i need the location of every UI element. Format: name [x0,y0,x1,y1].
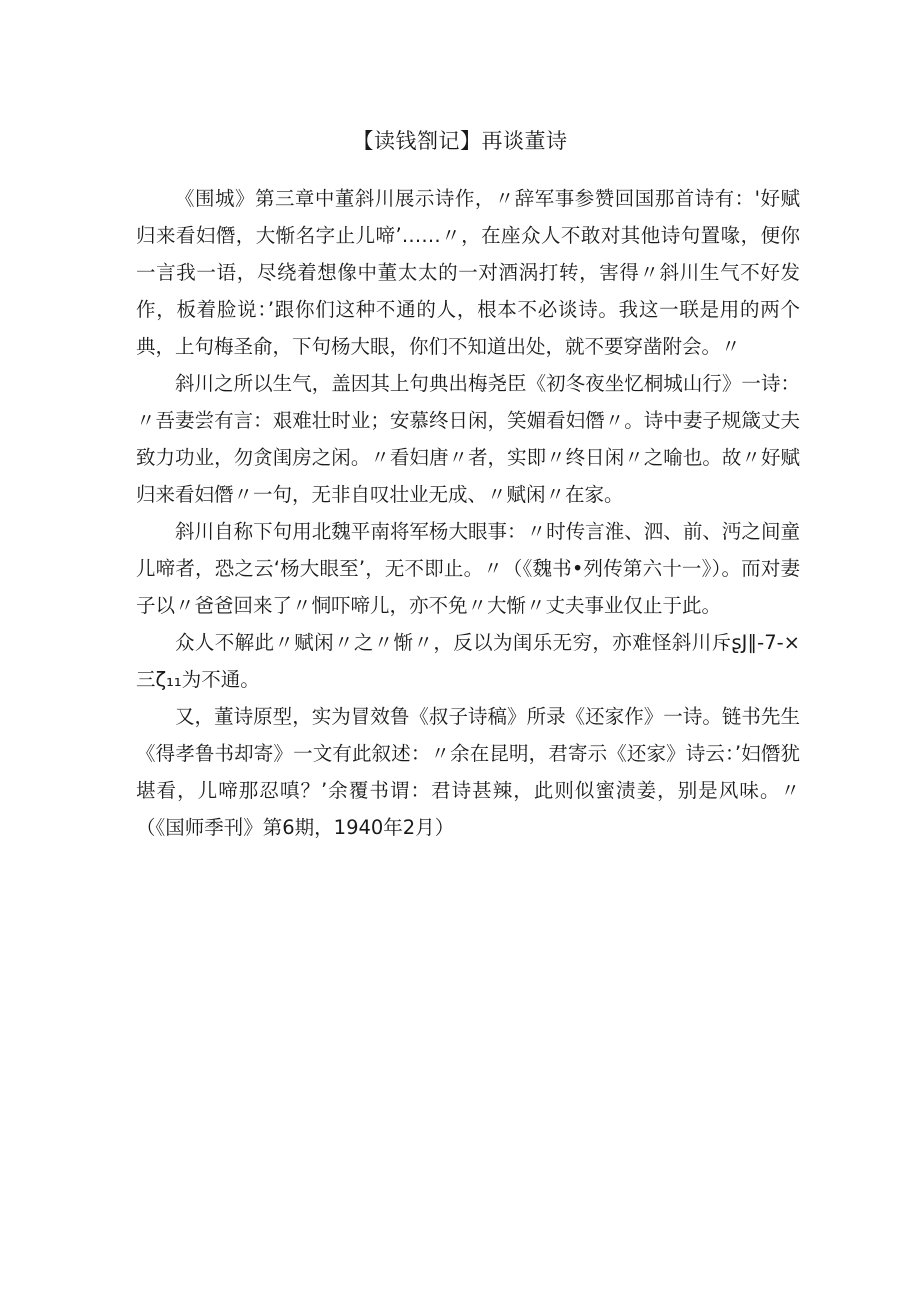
paragraph: 《围城》第三章中董斜川展示诗作，〃辞军事参赞回国那首诗有：'好赋归来看妇僭，大惭名字止儿啼’……〃，在座众人不敢对其他诗句置喙，便你一言我一语，尽绕着想像中董太太的一对酒涡打转，害得〃斜川生气不好发作，板着脸说：’跟你们这种不通的人，根本不必谈诗。我这一联是用的两个典，上句梅圣俞，下句杨大眼，你们不知道出处，就不要穿凿附会。〃 [136,187,800,358]
paragraph: 众人不解此〃赋闲〃之〃惭〃，反以为闺乐无穷，亦难怪斜川斥ʂJ∥-7-×三ζ₁₁为不通。 [136,631,800,691]
document-title: 【读钱劄记】再谈董诗 [352,129,568,153]
document-body [136,180,800,846]
paragraph: 斜川之所以生气，盖因其上句典出梅尧臣《初冬夜坐忆桐城山行》一诗：〃吾妻尝有言：艰难壮时业；安慕终日闲，笑媚看妇僭〃。诗中妻子规箴丈夫致力功业，勿贪闺房之闲。〃看妇唐〃者，实即〃终日闲〃之喻也。故〃好赋归来看妇僭〃一句，无非自叹壮业无成、〃赋闲〃在家。 [136,372,800,506]
paragraph: 斜川自称下句用北魏平南将军杨大眼事：〃时传言淮、泗、前、沔之间童儿啼者，恐之云‘杨大眼至’，无不即止。〃（《魏书•列传第六十一》）。而对妻子以〃爸爸回来了〃恫吓啼儿，亦不免〃大惭〃丈夫事业仅止于此。 [136,520,800,617]
paragraph: 又，董诗原型，实为冒效鲁《叔子诗稿》所录《还家作》一诗。链书先生《得孝鲁书却寄》一文有此叙述：〃余在昆明，君寄示《还家》诗云：’妇僭犹堪看，儿啼那忍嗔？’余覆书谓：君诗甚辣，此则似蜜渍姜，别是风味。〃（《国师季刊》第6期，1940年2月） [136,705,800,839]
